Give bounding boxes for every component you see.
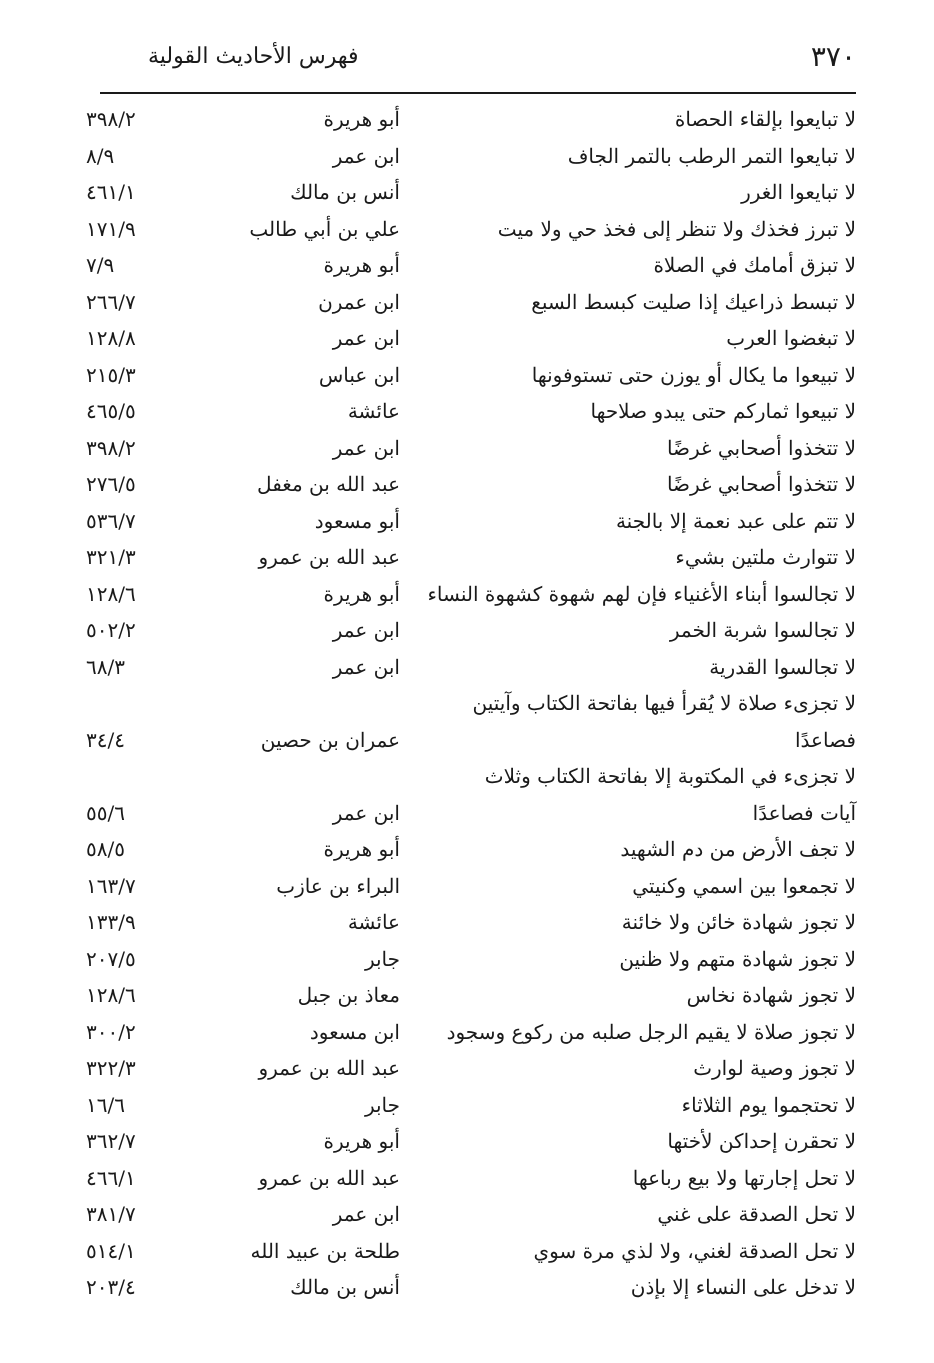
hadith-text-line: لا تبيعوا ما يكال أو يوزن حتى تستوفونها bbox=[531, 362, 856, 387]
index-entry bbox=[86, 503, 856, 540]
index-entry bbox=[86, 904, 856, 941]
index-entry bbox=[86, 466, 856, 503]
hadith-text-line: لا تحل الصدقة لغني، ولا لذي مرة سوي bbox=[533, 1238, 856, 1263]
narrator-name: أبو هريرة bbox=[323, 107, 400, 131]
volume-page-reference: ٣٠٠/٢ bbox=[86, 1019, 136, 1044]
volume-page-reference: ٥٠٢/٢ bbox=[86, 618, 136, 642]
narrator-name: أبو هريرة bbox=[323, 837, 400, 861]
index-entry bbox=[86, 211, 856, 248]
hadith-text-line: لا تجزىء في المكتوبة إلا بفاتحة الكتاب وثلاث bbox=[484, 764, 856, 788]
volume-page-reference: ٤٦٥/٥ bbox=[86, 399, 136, 423]
volume-page-reference: ٣٤/٤ bbox=[86, 727, 125, 752]
hadith-text-line: لا تدخل على النساء إلا بإذن bbox=[630, 1275, 856, 1299]
index-entry bbox=[86, 1123, 856, 1160]
hadith-text-line: لا تجمعوا بين اسمي وكنيتي bbox=[632, 873, 856, 898]
hadith-text bbox=[436, 357, 856, 394]
hadith-text-line: لا تجوز شهادة متهم ولا ظنين bbox=[619, 946, 856, 971]
hadith-text bbox=[436, 211, 856, 248]
hadith-text-line: لا تتم على عبد نعمة إلا بالجنة bbox=[615, 508, 856, 533]
index-entry bbox=[86, 430, 856, 467]
hadith-text-line: لا تجوز وصية لوارث bbox=[693, 1056, 856, 1080]
volume-page-reference: ٨/٩ bbox=[86, 143, 115, 168]
page-number: ٣٧٠ bbox=[810, 40, 856, 73]
index-entry bbox=[86, 758, 856, 831]
header-rule bbox=[100, 92, 856, 94]
hadith-text bbox=[436, 1123, 856, 1160]
volume-page-reference: ٢٠٣/٤ bbox=[86, 1275, 136, 1299]
hadith-text bbox=[436, 1087, 856, 1124]
narrator-name: ابن عمر bbox=[332, 618, 400, 642]
volume-page-reference: ٥٥/٦ bbox=[86, 800, 125, 825]
hadith-text bbox=[436, 904, 856, 941]
index-entry bbox=[86, 320, 856, 357]
index-entry bbox=[86, 1050, 856, 1087]
volume-page-reference: ١٦٣/٧ bbox=[86, 873, 136, 898]
narrator-name: عبد الله بن عمرو bbox=[258, 1165, 400, 1190]
narrator-name: جابر bbox=[364, 1092, 400, 1117]
narrator-name: علي بن أبي طالب bbox=[249, 216, 400, 241]
volume-page-reference: ٥٣٦/٧ bbox=[86, 508, 136, 533]
narrator-name: عمران بن حصين bbox=[260, 727, 400, 752]
volume-page-reference: ٤٦١/١ bbox=[86, 180, 136, 204]
narrator-name: ابن عمر bbox=[332, 1202, 400, 1226]
hadith-text-line: لا تجالسوا القدرية bbox=[709, 654, 856, 679]
hadith-text-line: لا تتوارث ملتين بشيء bbox=[675, 545, 856, 569]
index-entry bbox=[86, 1087, 856, 1124]
hadith-text bbox=[436, 284, 856, 321]
hadith-text bbox=[436, 758, 856, 831]
hadith-text bbox=[436, 320, 856, 357]
hadith-text-line: لا تجف الأرض من دم الشهيد bbox=[620, 837, 856, 861]
index-entry bbox=[86, 138, 856, 175]
narrator-name: ابن عمرن bbox=[318, 289, 400, 314]
index-entry bbox=[86, 393, 856, 430]
volume-page-reference: ٥١٤/١ bbox=[86, 1238, 136, 1263]
index-entry bbox=[86, 649, 856, 686]
volume-page-reference: ١٣٣/٩ bbox=[86, 910, 136, 934]
hadith-text bbox=[436, 1160, 856, 1197]
hadith-text-continuation: فصاعدًا bbox=[795, 727, 856, 752]
hadith-text-line: لا تتخذوا أصحابي غرضًا bbox=[666, 435, 856, 460]
hadith-text-line: لا تبايعوا الغرر bbox=[741, 180, 856, 204]
hadith-text bbox=[436, 430, 856, 467]
volume-page-reference: ١٧١/٩ bbox=[86, 216, 136, 241]
hadith-text bbox=[436, 1050, 856, 1087]
index-entry bbox=[86, 685, 856, 758]
hadith-text bbox=[436, 941, 856, 978]
index-entry bbox=[86, 1014, 856, 1051]
hadith-text bbox=[436, 831, 856, 868]
hadith-text bbox=[436, 539, 856, 576]
index-entry bbox=[86, 284, 856, 321]
volume-page-reference: ١٢٨/٨ bbox=[86, 326, 136, 350]
narrator-name: أنس بن مالك bbox=[290, 1275, 400, 1299]
narrator-name: جابر bbox=[364, 946, 400, 971]
hadith-text-line: لا تبسط ذراعيك إذا صليت كبسط السبع bbox=[531, 289, 856, 314]
narrator-name: أبو هريرة bbox=[323, 581, 400, 606]
narrator-name: طلحة بن عبيد الله bbox=[250, 1238, 400, 1263]
hadith-text-line: لا تحل إجارتها ولا بيع رباعها bbox=[632, 1165, 856, 1190]
index-entry bbox=[86, 612, 856, 649]
hadith-text bbox=[436, 1196, 856, 1233]
hadith-text-line: لا تحقرن إحداكن لأختها bbox=[667, 1129, 856, 1153]
hadith-text-line: لا تجوز شهادة نخاس bbox=[686, 983, 856, 1007]
hadith-text bbox=[436, 101, 856, 138]
narrator-name: عائشة bbox=[347, 910, 400, 934]
hadith-text bbox=[436, 1233, 856, 1270]
narrator-name: عبد الله بن عمرو bbox=[258, 1056, 400, 1080]
index-entry bbox=[86, 539, 856, 576]
hadith-text-line: لا تحل الصدقة على غني bbox=[657, 1202, 856, 1226]
hadith-text bbox=[436, 977, 856, 1014]
volume-page-reference: ٤٦٦/١ bbox=[86, 1165, 136, 1190]
volume-page-reference: ٣٩٨/٢ bbox=[86, 435, 136, 460]
narrator-name: ابن عباس bbox=[318, 362, 400, 387]
narrator-name: ابن مسعود bbox=[309, 1019, 400, 1044]
hadith-text bbox=[436, 174, 856, 211]
hadith-text bbox=[436, 466, 856, 503]
volume-page-reference: ٢٠٧/٥ bbox=[86, 946, 136, 971]
hadith-text bbox=[436, 247, 856, 284]
hadith-text-continuation: آيات فصاعدًا bbox=[752, 800, 856, 825]
narrator-name: ابن عمر bbox=[332, 654, 400, 679]
hadith-text bbox=[436, 612, 856, 649]
index-entry bbox=[86, 1196, 856, 1233]
volume-page-reference: ٣٩٨/٢ bbox=[86, 107, 136, 131]
volume-page-reference: ٢٦٦/٧ bbox=[86, 289, 136, 314]
index-entry bbox=[86, 831, 856, 868]
hadith-text-line: لا تجالسوا أبناء الأغنياء فإن لهم شهوة كشهوة النساء bbox=[427, 581, 856, 606]
hadith-text bbox=[436, 868, 856, 905]
hadith-text bbox=[427, 576, 856, 613]
hadith-text bbox=[436, 1269, 856, 1306]
volume-page-reference: ١٦/٦ bbox=[86, 1092, 125, 1117]
index-entry bbox=[86, 1269, 856, 1306]
index-entry bbox=[86, 941, 856, 978]
narrator-name: عبد الله بن عمرو bbox=[258, 545, 400, 569]
volume-page-reference: ٣٢١/٣ bbox=[86, 545, 136, 569]
index-entry bbox=[86, 1233, 856, 1270]
narrator-name: عبد الله بن مغفل bbox=[257, 472, 400, 496]
index-entry bbox=[86, 576, 856, 613]
volume-page-reference: ٧/٩ bbox=[86, 253, 115, 277]
hadith-text-line: لا تبيعوا ثماركم حتى يبدو صلاحها bbox=[590, 399, 856, 423]
volume-page-reference: ٢٧٦/٥ bbox=[86, 472, 136, 496]
index-entry bbox=[86, 174, 856, 211]
narrator-name: ابن عمر bbox=[332, 800, 400, 825]
index-entry bbox=[86, 247, 856, 284]
hadith-text bbox=[436, 649, 856, 686]
volume-page-reference: ٣٨١/٧ bbox=[86, 1202, 136, 1226]
running-title: فهرس الأحاديث القولية bbox=[148, 44, 359, 69]
hadith-text-line: لا تبزق أمامك في الصلاة bbox=[653, 253, 856, 277]
volume-page-reference: ٦٨/٣ bbox=[86, 654, 125, 679]
hadith-text bbox=[436, 685, 856, 758]
narrator-name: أبو هريرة bbox=[323, 1129, 400, 1153]
hadith-text-line: لا تبايعوا التمر الرطب بالتمر الجاف bbox=[567, 143, 856, 168]
index-entry bbox=[86, 101, 856, 138]
narrator-name: أبو هريرة bbox=[323, 253, 400, 277]
index-entry bbox=[86, 357, 856, 394]
hadith-text-line: لا تجوز شهادة خائن ولا خائنة bbox=[621, 910, 856, 934]
narrator-name: ابن عمر bbox=[332, 326, 400, 350]
hadith-text-line: لا تبغضوا العرب bbox=[726, 326, 856, 350]
index-entry bbox=[86, 868, 856, 905]
volume-page-reference: ٥٨/٥ bbox=[86, 837, 125, 861]
index-entry bbox=[86, 1160, 856, 1197]
hadith-text-line: لا تجالسوا شربة الخمر bbox=[669, 618, 856, 642]
hadith-text-line: لا تجزىء صلاة لا يُقرأ فيها بفاتحة الكتاب وآيتين bbox=[472, 691, 856, 715]
volume-page-reference: ٣٢٢/٣ bbox=[86, 1056, 136, 1080]
hadith-text-line: لا تجوز صلاة لا يقيم الرجل صلبه من ركوع وسجود bbox=[446, 1019, 856, 1044]
narrator-name: ابن عمر bbox=[332, 143, 400, 168]
volume-page-reference: ١٢٨/٦ bbox=[86, 983, 136, 1007]
narrator-name: ابن عمر bbox=[332, 435, 400, 460]
narrator-name: أبو مسعود bbox=[314, 508, 400, 533]
volume-page-reference: ٣٦٢/٧ bbox=[86, 1129, 136, 1153]
narrator-name: عائشة bbox=[347, 399, 400, 423]
narrator-name: البراء بن عازب bbox=[276, 873, 400, 898]
hadith-index-list bbox=[86, 101, 856, 1306]
narrator-name: أنس بن مالك bbox=[290, 180, 400, 204]
hadith-text-line: لا تبرز فخذك ولا تنظر إلى فخذ حي ولا ميت bbox=[497, 216, 856, 241]
narrator-name: معاذ بن جبل bbox=[297, 983, 400, 1007]
hadith-text bbox=[436, 138, 856, 175]
hadith-text-line: لا تحتجموا يوم الثلاثاء bbox=[681, 1092, 856, 1117]
hadith-text-line: لا تتخذوا أصحابي غرضًا bbox=[666, 472, 856, 496]
page-header bbox=[148, 28, 856, 88]
hadith-text bbox=[436, 1014, 856, 1051]
hadith-text bbox=[436, 503, 856, 540]
volume-page-reference: ١٢٨/٦ bbox=[86, 581, 136, 606]
hadith-text-line: لا تبايعوا بإلقاء الحصاة bbox=[674, 107, 856, 131]
volume-page-reference: ٢١٥/٣ bbox=[86, 362, 136, 387]
index-entry bbox=[86, 977, 856, 1014]
hadith-text bbox=[436, 393, 856, 430]
